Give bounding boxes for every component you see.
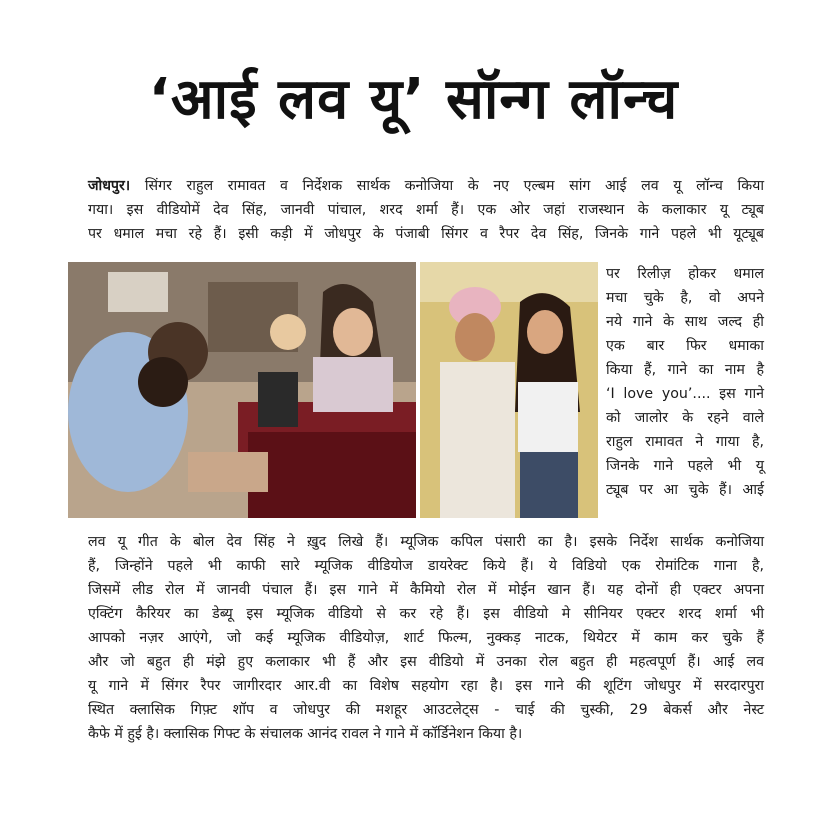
column-line: नये गाने के साथ जल्द ही	[606, 314, 764, 330]
body-line: एक्टिंग कैरियर का डेब्यू इस म्यूजिक वीडियो से कर रहे हैं। इस वीडियो मे सीनियर एक्टर शरद शर्मा भी	[88, 606, 764, 622]
body-line: कैफे में हुई है। क्लासिक गिफ्ट के संचालक आनंद रावल ने गाने में कॉर्डिनेशन किया है।	[88, 726, 523, 742]
column-line: ट्यूब पर आ चुके हैं। आई	[606, 482, 764, 498]
column-line: को जालोर के रहने वाले	[606, 410, 764, 426]
dateline: जोधपुर।	[88, 178, 131, 194]
intro-line-1	[88, 174, 764, 198]
column-line: एक बार फिर धमाका	[606, 338, 764, 354]
body-line: आपको नज़र आएंगे, जो कई म्यूजिक वीडियोज़, शार्ट फिल्म, नुक्कड़ नाटक, थियेटर में काम कर चुके हैं	[88, 630, 764, 646]
body-line: लव यू गीत के बोल देव सिंह ने ख़ुद लिखे हैं। म्यूजिक कपिल पंसारी का है। इसके निर्देश सार्थक कनोजिया	[88, 534, 764, 550]
column-line: ‘I love you’.... इस गाने	[606, 386, 764, 402]
column-line: मचा चुके है, वो अपने	[606, 290, 764, 306]
main-paragraph	[88, 530, 764, 746]
column-line: किया हैं, गाने का नाम है	[606, 362, 764, 378]
intro-line-1-text: सिंगर राहुल रामावत व निर्देशक सार्थक कनोजिया के नए एल्बम सांग आई लव यू लॉन्च किया	[144, 178, 764, 194]
headline: ‘आई लव यू’ सॉन्ग लॉन्च	[148, 67, 679, 132]
intro-line-3: पर धमाल मचा रहे हैं। इसी कड़ी में जोधपुर के पंजाबी सिंगर व रैपर देव सिंह, जिनके गाने पहले भी यूट्यूब	[88, 226, 764, 242]
body-line: और जो बहुत ही मंझे हुए कलाकार भी हैं और इस वीडियो में उनका रोल बहुत ही महत्वपूर्ण हैं। आई लव	[88, 654, 764, 670]
intro-paragraph	[88, 174, 764, 246]
column-line: राहुल रामावत ने गाया है,	[606, 434, 764, 450]
photo-autograph-scene	[68, 262, 416, 518]
column-line: जिनके गाने पहले भी यू	[606, 458, 764, 474]
photo-singer-actress	[420, 262, 598, 518]
intro-line-2: गया। इस वीडियोमें देव सिंह, जानवी पांचाल, शरद शर्मा हैं। एक ओर जहां राजस्थान के कलाकार यू ट्यूब	[88, 202, 764, 218]
body-line: हैं, जिन्होंने पहले भी काफी सारे म्यूजिक वीडियोज डायरेक्ट किये हैं। ये विडियो एक रोमांटिक गाना है,	[88, 558, 764, 574]
body-line: यू गाने में सिंगर रैपर जागीरदार आर.वी का विशेष सहयोग रहा है। इस गाने की शूटिंग जोधपुर में सरदारपुरा	[88, 678, 764, 694]
body-line: जिसमें लीड रोल में जानवी पंचाल हैं। इस गाने में कैमियो रोल में मोईन खान हैं। यह दोनों ही एक्टर अपना	[88, 582, 764, 598]
side-column-text	[606, 262, 764, 502]
column-line: पर रिलीज़ होकर धमाल	[606, 266, 764, 282]
body-line: स्थित क्लासिक गिफ़्ट शॉप व जोधपुर की मशहूर आउटलेट्स - चाई की चुस्की, 29 बेकर्स और नेस्ट	[88, 702, 764, 718]
